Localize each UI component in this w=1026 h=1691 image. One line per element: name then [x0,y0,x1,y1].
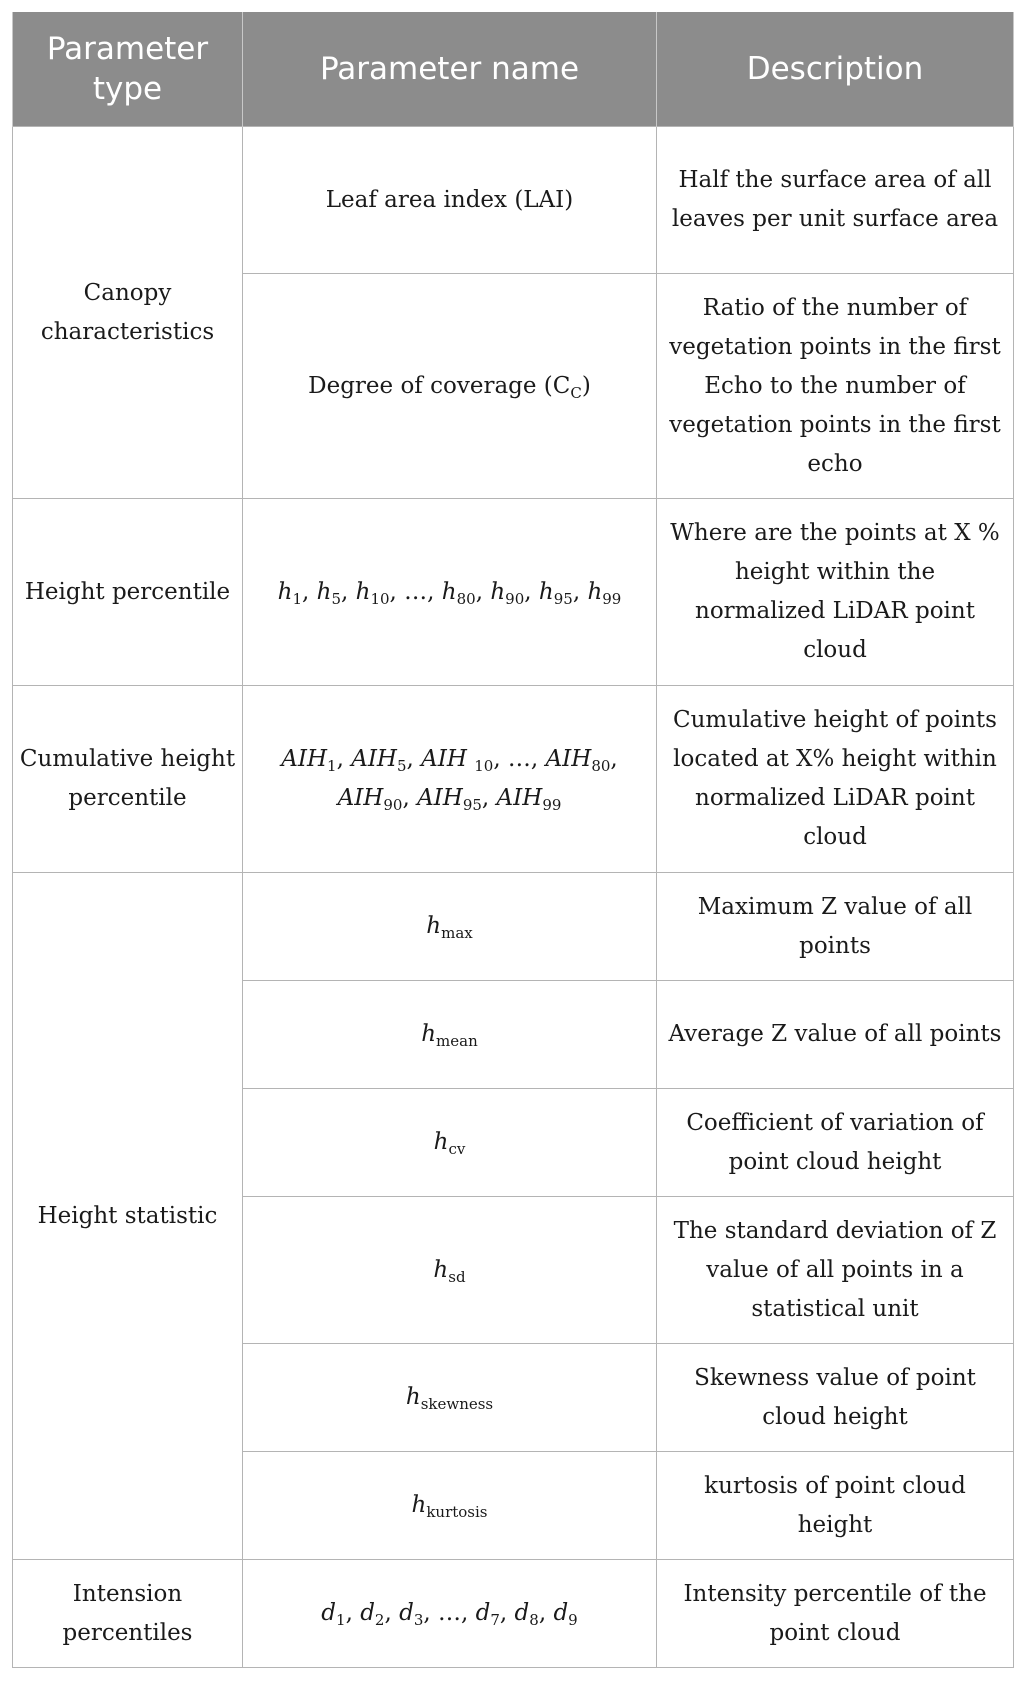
symbol-subscript: 7 [490,1611,500,1629]
symbol-separator: , [341,578,356,605]
symbol-subscript: 80 [591,757,611,775]
symbol-base: h [355,578,371,605]
symbol-base: h [538,578,554,605]
symbol-subscript: 3 [413,1611,424,1629]
hkurtosis-sub: kurtosis [426,1503,488,1521]
param-desc-hmean: Average Z value of all points [657,981,1014,1089]
symbol-subscript: 1 [327,757,337,775]
symbol-subscript: 99 [602,589,622,608]
hmean-sub: mean [436,1032,478,1050]
symbol-subscript: 95 [553,589,573,608]
hcv-base: h [433,1129,449,1155]
coverage-label: Degree of coverage (C [308,372,571,399]
table-row [13,1560,1014,1668]
symbol-separator: , [481,785,497,811]
param-name-cumulative-heights [243,686,657,873]
symbol-base: d [399,1600,414,1626]
group-height-percentile: Height percentile [13,499,243,686]
header-parameter-name: Parameter name [243,12,657,127]
height-percentile-symbols [277,578,622,608]
symbol-base: d [475,1600,491,1626]
symbol-separator: , [406,746,422,772]
symbol-subscript: 80 [456,589,476,608]
symbol-separator: , [475,578,491,605]
param-desc-coverage: Ratio of the number of vegetation points in the first Echo to the number of vegetation points in the first echo [657,274,1014,499]
intensity-percentile-symbols [321,1600,578,1629]
param-name-height-percentiles [243,499,657,686]
symbol-subscript: 9 [568,1611,578,1629]
symbol-base: AIH [351,746,397,772]
symbol-subscript: 95 [462,796,482,814]
coverage-label-end: ) [581,372,591,399]
symbol-base: AIH [496,785,543,811]
symbol-separator: , [524,578,539,605]
symbol-base: h [316,578,332,605]
symbol-base: AIH [417,785,463,811]
param-name-intensity-percentiles [243,1560,657,1668]
symbol-base: AIH [421,746,475,772]
param-name-hskewness [243,1344,657,1452]
symbol-separator: , …, [423,1600,476,1626]
param-desc-cumulative-heights: Cumulative height of points located at X% height within normalized LiDAR point cloud [657,686,1014,873]
param-desc-hkurtosis: kurtosis of point cloud height [657,1452,1014,1560]
symbol-base: h [490,578,506,605]
group-cumulative-height-percentile: Cumulative height percentile [13,686,243,873]
param-name-coverage [243,274,657,499]
symbol-base: d [514,1600,530,1626]
param-desc-intensity-percentiles: Intensity percentile of the point cloud [657,1560,1014,1668]
symbol-base: AIH [337,785,384,811]
parameter-table [12,12,1014,1668]
param-desc-hmax: Maximum Z value of all points [657,873,1014,981]
symbol-subscript: 5 [331,589,341,608]
symbol-separator: , …, [493,746,546,772]
symbol-subscript: 10 [474,757,494,775]
hsd-sub: sd [448,1267,466,1286]
parameter-table-container [12,12,1013,1668]
symbol-subscript: 8 [529,1611,539,1629]
symbol-base: AIH [545,746,592,772]
symbol-separator: , [538,1600,554,1626]
coverage-subscript: C [570,383,582,402]
param-name-hmax [243,873,657,981]
group-height-statistic: Height statistic [13,873,243,1560]
symbol-separator: , [572,578,588,605]
symbol-subscript: 10 [370,589,390,608]
symbol-base: h [277,578,293,605]
symbol-subscript: 1 [292,589,302,608]
table-header-row [13,12,1014,127]
aih-symbols-line1 [281,746,618,775]
symbol-base: d [553,1600,569,1626]
param-name-hmean [243,981,657,1089]
group-intension-percentiles: Intension percentiles [13,1560,243,1668]
param-desc-hsd: The standard deviation of Z value of all points in a statistical unit [657,1197,1014,1344]
param-name-hcv [243,1089,657,1197]
symbol-separator: , [302,578,317,605]
symbol-base: d [321,1600,337,1626]
symbol-subscript: 2 [374,1611,385,1629]
param-desc-hcv: Coefficient of variation of point cloud height [657,1089,1014,1197]
symbol-base: d [360,1600,375,1626]
param-desc-lai: Half the surface area of all leaves per unit surface area [657,127,1014,274]
symbol-separator: , [336,746,352,772]
symbol-separator: , …, [389,578,442,605]
hmean-base: h [421,1021,437,1047]
symbol-separator: , [384,1600,400,1626]
hskewness-sub: skewness [420,1395,494,1413]
symbol-base: h [587,578,603,605]
param-name-lai: Leaf area index (LAI) [243,127,657,274]
symbol-subscript: 5 [396,757,407,775]
hmax-base: h [426,913,442,939]
table-row [13,499,1014,686]
symbol-subscript: 90 [505,589,525,608]
symbol-separator: , [402,785,418,811]
table-row [13,873,1014,981]
symbol-separator: , [610,746,618,772]
hkurtosis-base: h [411,1492,427,1518]
param-desc-height-percentiles: Where are the points at X % height within the normalized LiDAR point cloud [657,499,1014,686]
param-name-hsd [243,1197,657,1344]
header-description: Description [657,12,1014,127]
header-parameter-type: Parameter type [13,12,243,127]
symbol-subscript: 90 [383,796,403,814]
hcv-sub: cv [448,1140,466,1158]
symbol-subscript: 1 [336,1611,346,1629]
symbol-base: AIH [281,746,328,772]
table-row [13,127,1014,274]
hsd-base: h [433,1256,449,1283]
symbol-base: h [441,578,457,605]
param-name-hkurtosis [243,1452,657,1560]
hskewness-base: h [405,1384,421,1410]
symbol-separator: , [499,1600,515,1626]
symbol-separator: , [345,1600,361,1626]
hmax-sub: max [441,924,473,942]
param-desc-hskewness: Skewness value of point cloud height [657,1344,1014,1452]
table-row [13,686,1014,873]
group-canopy-characteristics: Canopy characteristics [13,127,243,499]
aih-symbols-line2 [337,785,562,814]
symbol-subscript: 99 [542,796,562,814]
